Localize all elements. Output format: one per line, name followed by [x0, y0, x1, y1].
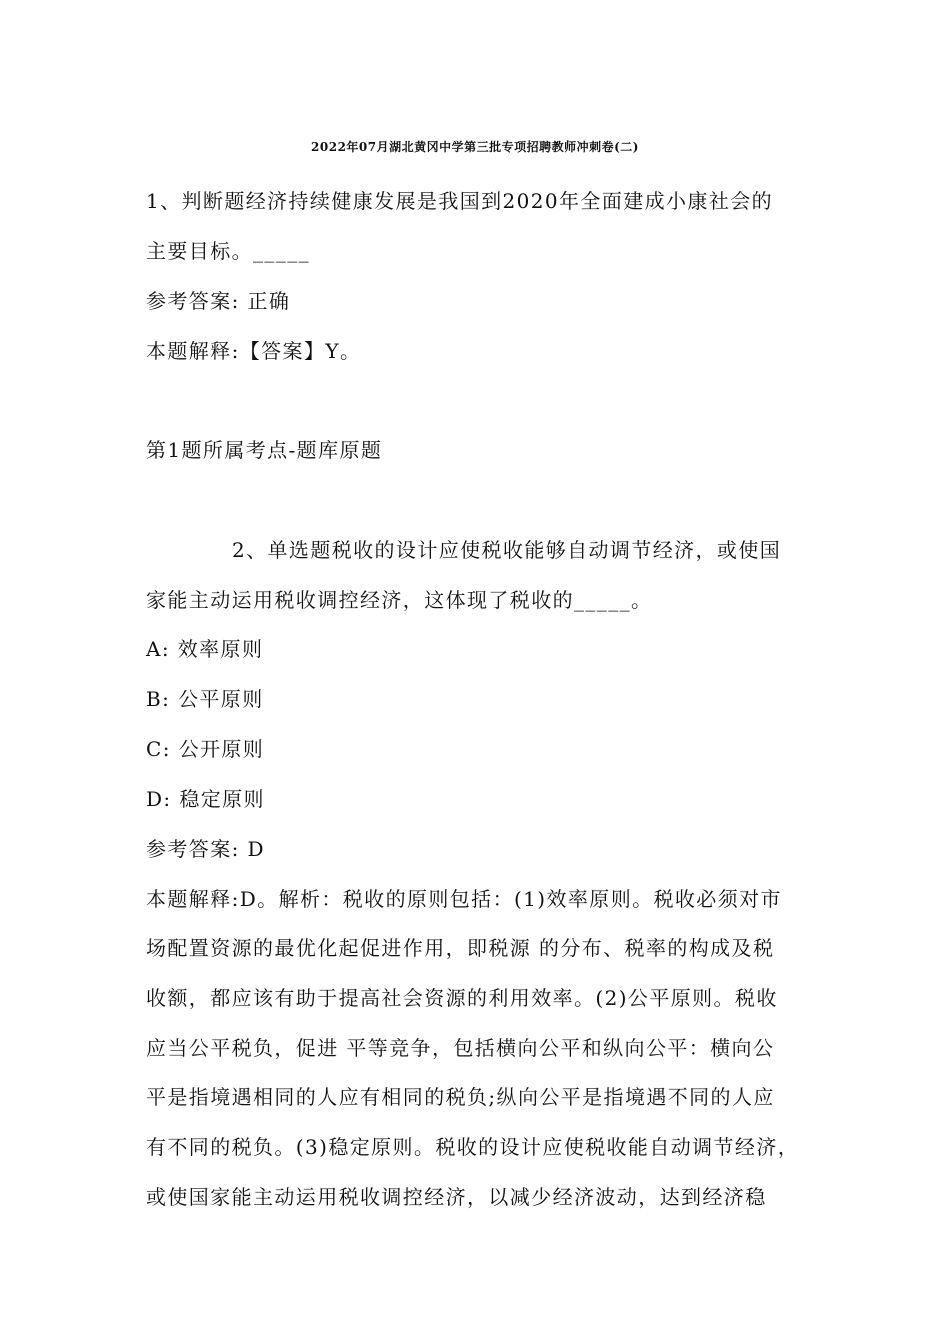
question-1-text-line-1: 1、判断题经济持续健康发展是我国到2020年全面建成小康社会的: [146, 189, 774, 213]
question-1-text-line-2: 主要目标。_____: [146, 239, 310, 263]
question-2-option-b: B: 公平原则: [146, 687, 264, 711]
question-1-topic: 第1题所属考点-题库原题: [146, 438, 383, 462]
question-2-explanation-line: 收额，都应该有助于提高社会资源的利用效率。(2)公平原则。税收: [146, 986, 778, 1010]
question-2-answer: 参考答案: D: [146, 837, 265, 861]
question-2-explanation-line: 场配置资源的最优化起促进作用，即税源 的分布、税率的构成及税: [146, 936, 775, 960]
question-2-explanation-line: 或使国家能主动运用税收调控经济，以减少经济波动，达到经济稳: [146, 1185, 767, 1209]
question-2-text-line-1: 2、单选题税收的设计应使税收能够自动调节经济，或使国: [232, 538, 782, 562]
question-2-explanation-line: 应当公平税负，促进 平等竞争，包括横向公平和纵向公平：横向公: [146, 1036, 775, 1060]
question-2-option-d: D: 稳定原则: [146, 787, 265, 811]
question-2-option-c: C: 公开原则: [146, 737, 265, 761]
question-2-option-a: A: 效率原则: [146, 637, 264, 661]
document-title: 2022年07月湖北黄冈中学第三批专项招聘教师冲刺卷(二): [311, 140, 639, 154]
question-1-explanation: 本题解释:【答案】Y。: [146, 339, 362, 363]
question-2-text-line-2: 家能主动运用税收调控经济，这体现了税收的_____。: [146, 588, 653, 612]
question-2-explanation-line: 平是指境遇相同的人应有相同的税负;纵向公平是指境遇不同的人应: [146, 1085, 775, 1109]
question-2-explanation-line: 本题解释:D。解析：税收的原则包括：(1)效率原则。税收必须对市: [146, 887, 782, 911]
question-2-explanation-line: 有不同的税负。(3)稳定原则。税收的设计应使税收能自动调节经济，: [146, 1135, 800, 1159]
question-1-answer: 参考答案: 正确: [146, 289, 291, 313]
